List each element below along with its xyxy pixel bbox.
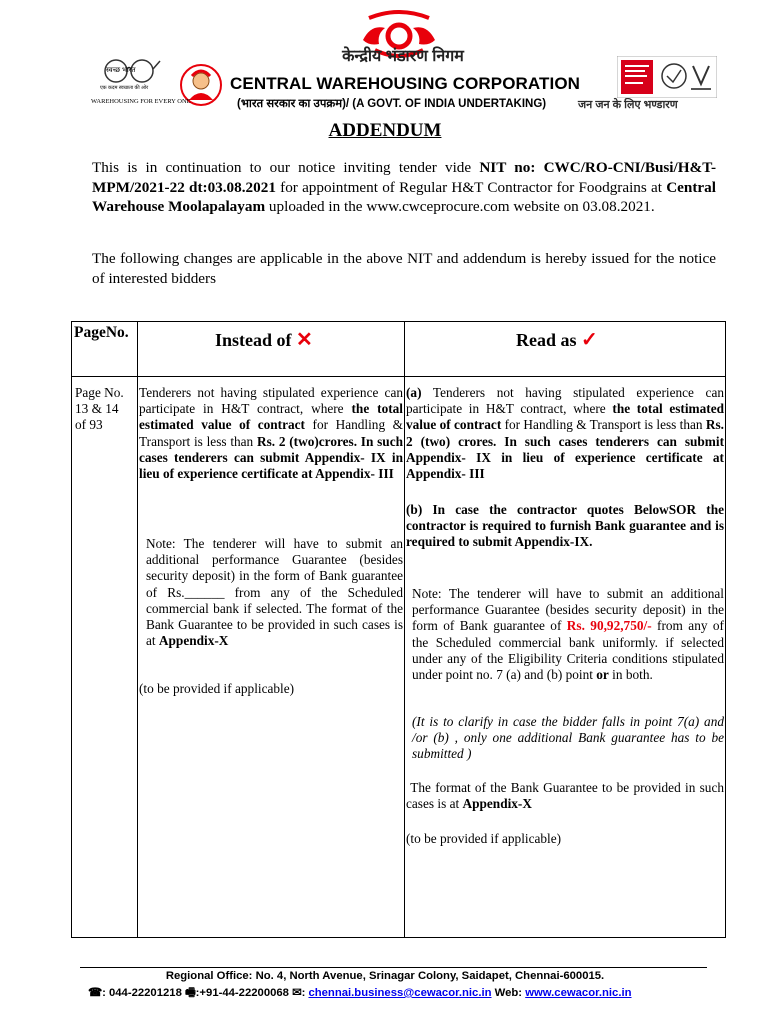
phone-icon: ☎ xyxy=(88,987,103,999)
cell-bold: (a) xyxy=(406,385,422,400)
cross-icon: ✕ xyxy=(296,329,313,351)
email-icon: ✉ xyxy=(292,987,302,999)
website-link[interactable]: www.cewacor.nic.in xyxy=(525,987,632,999)
header-read-as xyxy=(516,327,598,352)
table-border xyxy=(71,376,726,377)
table-border xyxy=(71,937,726,938)
swachh-text: स्वच्छ भारत xyxy=(106,67,136,74)
header-page-no: PageNo. xyxy=(74,324,129,341)
cell-text: Note: The tenderer will have to submit an additional performance Guarantee (besides security deposit) in the form of Bank guarantee of xyxy=(412,586,724,634)
web-label: Web: xyxy=(494,987,523,999)
email-link[interactable]: chennai.business@cewacor.nic.in xyxy=(308,987,492,999)
header-read-label: Read as xyxy=(516,330,577,350)
warehouse-name: Central Warehouse Moolapalayam xyxy=(92,178,716,215)
cell-text: The format of the Bank Guarantee to be provided in such cases is at xyxy=(406,780,724,812)
header-instead-of xyxy=(215,327,313,352)
changes-paragraph: The following changes are applicable in the above NIT and addendum is hereby issued for the notice of interested bidders xyxy=(92,250,716,287)
cell-bold: Rs. 2 (two)crores. In such cases tenderers can submit Appendix- IX in lieu of experience certificate at Appendix- III xyxy=(139,433,403,482)
intro-paragraph xyxy=(92,158,716,217)
read-cell-note xyxy=(412,586,724,683)
intro-text: for appointment of Regular H&T Contractor for Foodgrains at xyxy=(275,178,667,196)
cell-text: Tenderers not having stipulated experience can participate in H&T contract, where xyxy=(139,385,403,417)
undertaking-hindi: (भारत सरकार का उपक्रम) xyxy=(237,98,346,110)
intro-text: This is in continuation to our notice inviting tender vide xyxy=(92,159,480,176)
table-border xyxy=(725,321,726,938)
fax-icon: 🖷 xyxy=(185,987,196,999)
page-title: ADDENDUM xyxy=(328,120,442,141)
instead-cell-para1 xyxy=(139,385,403,482)
corp-name: CENTRAL WAREHOUSING CORPORATION xyxy=(230,74,581,93)
footer-divider xyxy=(80,967,707,968)
cell-text: in both. xyxy=(608,667,653,683)
instead-cell-applicable: (to be provided if applicable) xyxy=(139,681,295,696)
page-ref-cell: Page No. 13 & 14 of 93 xyxy=(75,385,124,433)
cell-text: for Handling & Transport is less than xyxy=(139,417,403,449)
certification-logos-icon xyxy=(617,56,717,98)
email-label: : xyxy=(301,987,306,999)
cell-bold: the total estimated value of contract xyxy=(406,401,725,433)
cell-bold: Appendix-X xyxy=(158,633,229,649)
read-cell-clarification: (It is to clarify in case the bidder falls in point 7(a) and /or (b) , only one additional Bank guarantee has to be submitted ) xyxy=(412,714,724,762)
intro-text: uploaded in the www.cwceprocure.com website on 03.08.2021. xyxy=(265,198,655,215)
undertaking-line xyxy=(237,96,546,111)
table-border xyxy=(71,321,726,322)
cell-text: for Handling & Transport is less than xyxy=(501,417,706,433)
motto-text: WAREHOUSING FOR EVERY ONE xyxy=(91,98,191,105)
undertaking-english: / (A GOVT. OF INDIA UNDERTAKING) xyxy=(345,98,547,110)
table-border xyxy=(404,321,405,938)
cell-bold: Rs. 2 (two) crores. In such cases tenderers can submit Appendix- IX in lieu of experience certificate at Appendix- III xyxy=(406,417,725,482)
read-cell-format xyxy=(406,780,724,812)
cell-bold: the total estimated value of contract xyxy=(139,401,403,433)
footer-address: Regional Office: No. 4, North Avenue, Srinagar Colony, Saidapet, Chennai-600015. xyxy=(165,970,605,982)
read-cell-applicable: (to be provided if applicable) xyxy=(406,831,562,846)
table-border xyxy=(137,321,138,938)
hindi-corp-name: केन्द्रीय भंडारण निगम xyxy=(342,48,464,65)
table-border xyxy=(71,321,72,938)
cell-text: Note: The tenderer will have to submit an additional performance Guarantee (besides security deposit) in the form of Bank guarantee of Rs.______ from any of the Scheduled commercial bank if selected. The format of the Bank Guarantee to be provided in such cases is at xyxy=(146,536,403,649)
guarantee-amount: Rs. 90,92,750/- xyxy=(566,618,652,634)
phone-number: : 044-22201218 xyxy=(102,987,182,999)
cell-bold: Appendix-X xyxy=(462,796,532,812)
swachh-bharat-logo xyxy=(98,55,162,95)
check-icon: ✓ xyxy=(581,329,598,351)
footer-contacts xyxy=(88,985,632,1004)
swachh-subtext: एक कदम स्वच्छता की ओर xyxy=(100,85,149,91)
read-cell-point-a xyxy=(406,385,724,482)
cell-bold: or xyxy=(596,667,609,683)
cell-text: Tenderers not having stipulated experience can participate in H&T contract, where xyxy=(406,385,724,417)
hindi-tagline: जन जन के लिए भण्डारण xyxy=(578,99,678,111)
header-instead-label: Instead of xyxy=(215,330,292,350)
nit-number: NIT no: CWC/RO-CNI/Busi/H&T-MPM/2021-22 dt:03.08.2021 xyxy=(92,159,716,196)
fax-number: :+91-44-22200068 xyxy=(195,987,289,999)
instead-cell-note xyxy=(146,536,403,649)
read-cell-point-b: (b) In case the contractor quotes BelowSOR the contractor is required to furnish Bank guarantee and is required to submit Appendix-IX. xyxy=(406,502,724,550)
cell-text: from any of the Scheduled commercial bank uniformly. if selected under any of the Eligibility Criteria conditions stipulated under point no. 7 (a) and (b) point xyxy=(412,618,724,683)
